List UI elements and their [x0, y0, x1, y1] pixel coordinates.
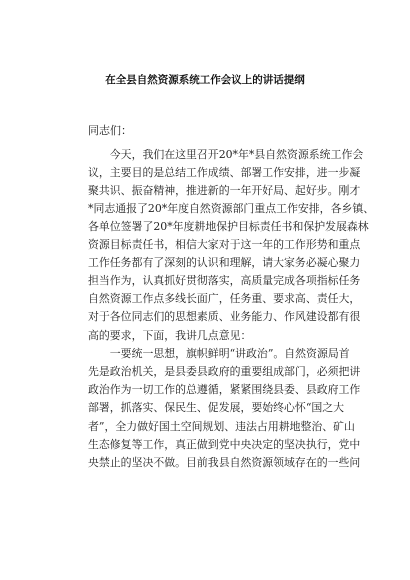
body-line: 先是政治机关，是县委县政府的重要组成部门，必须把讲	[88, 365, 361, 378]
body-line: 聚共识、振奋精神，推进新的一年开好局、起好步。刚才	[88, 184, 361, 197]
body-line: 对于各位同志们的思想素质、业务能力、作风建设都有很	[88, 310, 361, 323]
body-line: 央禁止的坚决不做。目前我县自然资源领域存在的一些问	[88, 456, 361, 469]
body-line: 担当作为，认真抓好贯彻落实，高质量完成各项指标任务	[88, 274, 361, 287]
body-line: 政治作为一切工作的总遵循，紧紧围绕县委、县政府工作	[88, 383, 361, 396]
body-line: 一要统一思想，旗帜鲜明“讲政治”。自然资源局首	[88, 347, 350, 360]
body-line: 者”，全力做好国土空间规划、违法占用耕地整治、矿山	[88, 420, 355, 433]
body-line: 生态修复等工作，真正做到党中央决定的坚决执行，党中	[88, 438, 361, 451]
body-line: 今天，我们在这里召开20*年*县自然资源系统工作会	[88, 148, 364, 161]
body-line: 各单位签署了20*年度耕地保护目标责任书和保护发展森林	[88, 220, 369, 233]
body-line: 部署，抓落实、保民生、促发展，要始终心怀“国之大	[88, 401, 345, 414]
body-line: 自然资源工作点多线长面广，任务重、要求高、责任大，	[88, 292, 361, 305]
body-line: 高的要求，下面，我讲几点意见：	[88, 329, 252, 342]
body-line: *同志通报了20*年度自然资源部门重点工作安排，各乡镇、	[88, 202, 375, 215]
salutation: 同志们：	[88, 124, 132, 137]
body-line: 工作任务都有了深刻的认识和理解，请大家务必凝心聚力	[88, 256, 361, 269]
document-title: 在全县自然资源系统工作会议上的讲话提纲	[105, 74, 305, 86]
body-line: 资源目标责任书，相信大家对于这一年的工作形势和重点	[88, 238, 361, 251]
body-line: 议，主要目的是总结工作成绩、部署工作安排，进一步凝	[88, 166, 361, 179]
